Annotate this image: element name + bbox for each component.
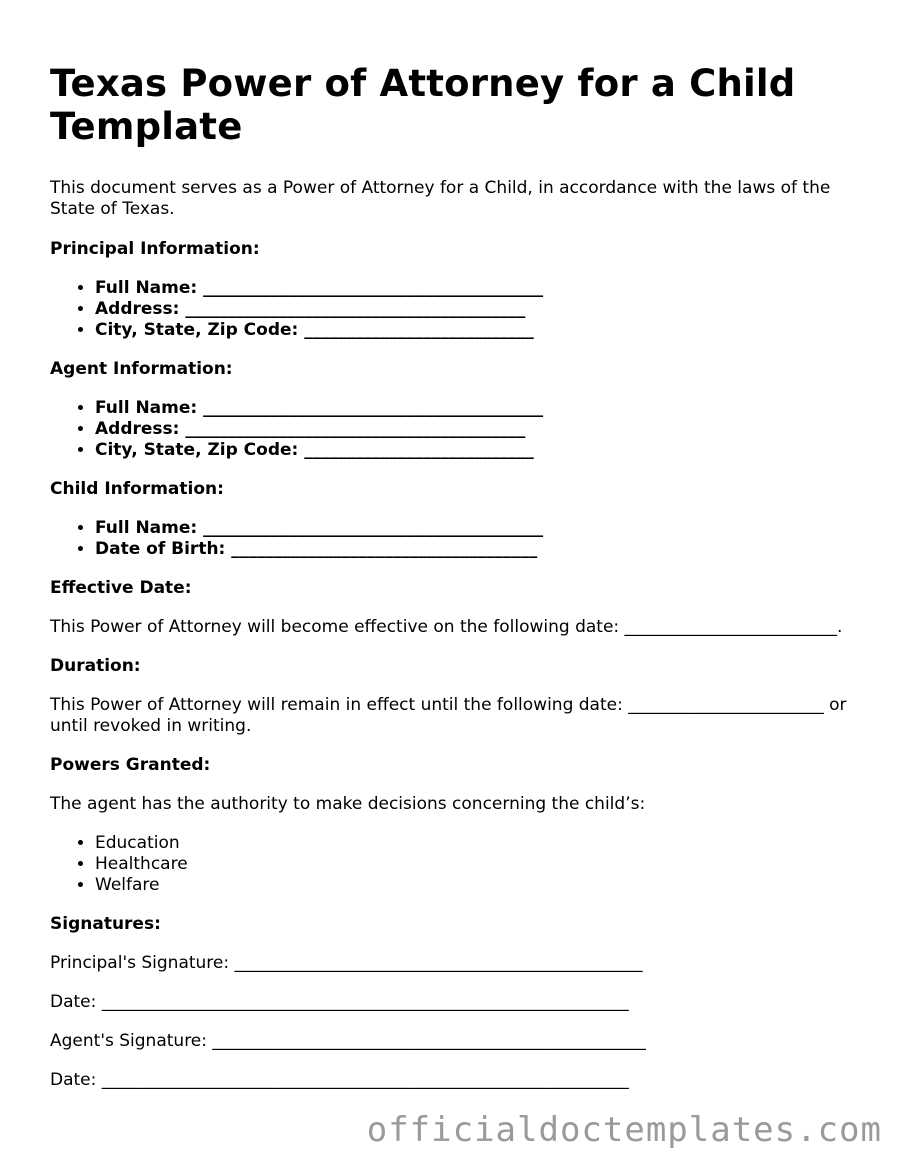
principal-heading: Principal Information: <box>50 239 260 259</box>
power-education: • Education <box>95 833 870 854</box>
power-healthcare: • Healthcare <box>95 854 870 875</box>
agent-city-state-zip: • City, State, Zip Code: ___________________________ <box>95 440 870 461</box>
principal-signature-line: Principal's Signature: ________________________________________________ <box>50 953 643 973</box>
effective-date-heading: Effective Date: <box>50 578 192 598</box>
watermark: officialdoctemplates.com <box>366 1110 882 1150</box>
page-title: Texas Power of Attorney for a Child Template <box>50 62 796 148</box>
agent-heading: Agent Information: <box>50 359 233 379</box>
child-list <box>50 518 870 560</box>
child-heading: Child Information: <box>50 479 224 499</box>
principal-full-name: • Full Name: ________________________________________ <box>95 278 870 299</box>
powers-heading: Powers Granted: <box>50 755 211 775</box>
agent-date-line: Date: ______________________________________________________________ <box>50 1070 629 1090</box>
agent-address: • Address: ________________________________________ <box>95 419 870 440</box>
agent-list <box>50 398 870 461</box>
powers-text: The agent has the authority to make decisions concerning the child’s: <box>50 794 646 814</box>
principal-list <box>50 278 870 341</box>
effective-date-text: This Power of Attorney will become effective on the following date: _________________________. <box>50 617 843 637</box>
agent-signature-line: Agent's Signature: ___________________________________________________ <box>50 1031 646 1051</box>
child-date-of-birth: • Date of Birth: ____________________________________ <box>95 539 870 560</box>
principal-address: • Address: ________________________________________ <box>95 299 870 320</box>
duration-heading: Duration: <box>50 656 141 676</box>
power-welfare: • Welfare <box>95 875 870 896</box>
child-full-name: • Full Name: ________________________________________ <box>95 518 870 539</box>
powers-list <box>50 833 870 896</box>
agent-full-name: • Full Name: ________________________________________ <box>95 398 870 419</box>
duration-text: This Power of Attorney will remain in effect until the following date: _______________________ or until revoked in writing. <box>50 695 847 736</box>
document <box>50 62 870 1109</box>
principal-date-line: Date: ______________________________________________________________ <box>50 992 629 1012</box>
principal-city-state-zip: • City, State, Zip Code: ___________________________ <box>95 320 870 341</box>
intro-paragraph: This document serves as a Power of Attorney for a Child, in accordance with the laws of the State of Texas. <box>50 178 831 219</box>
signatures-heading: Signatures: <box>50 914 161 934</box>
